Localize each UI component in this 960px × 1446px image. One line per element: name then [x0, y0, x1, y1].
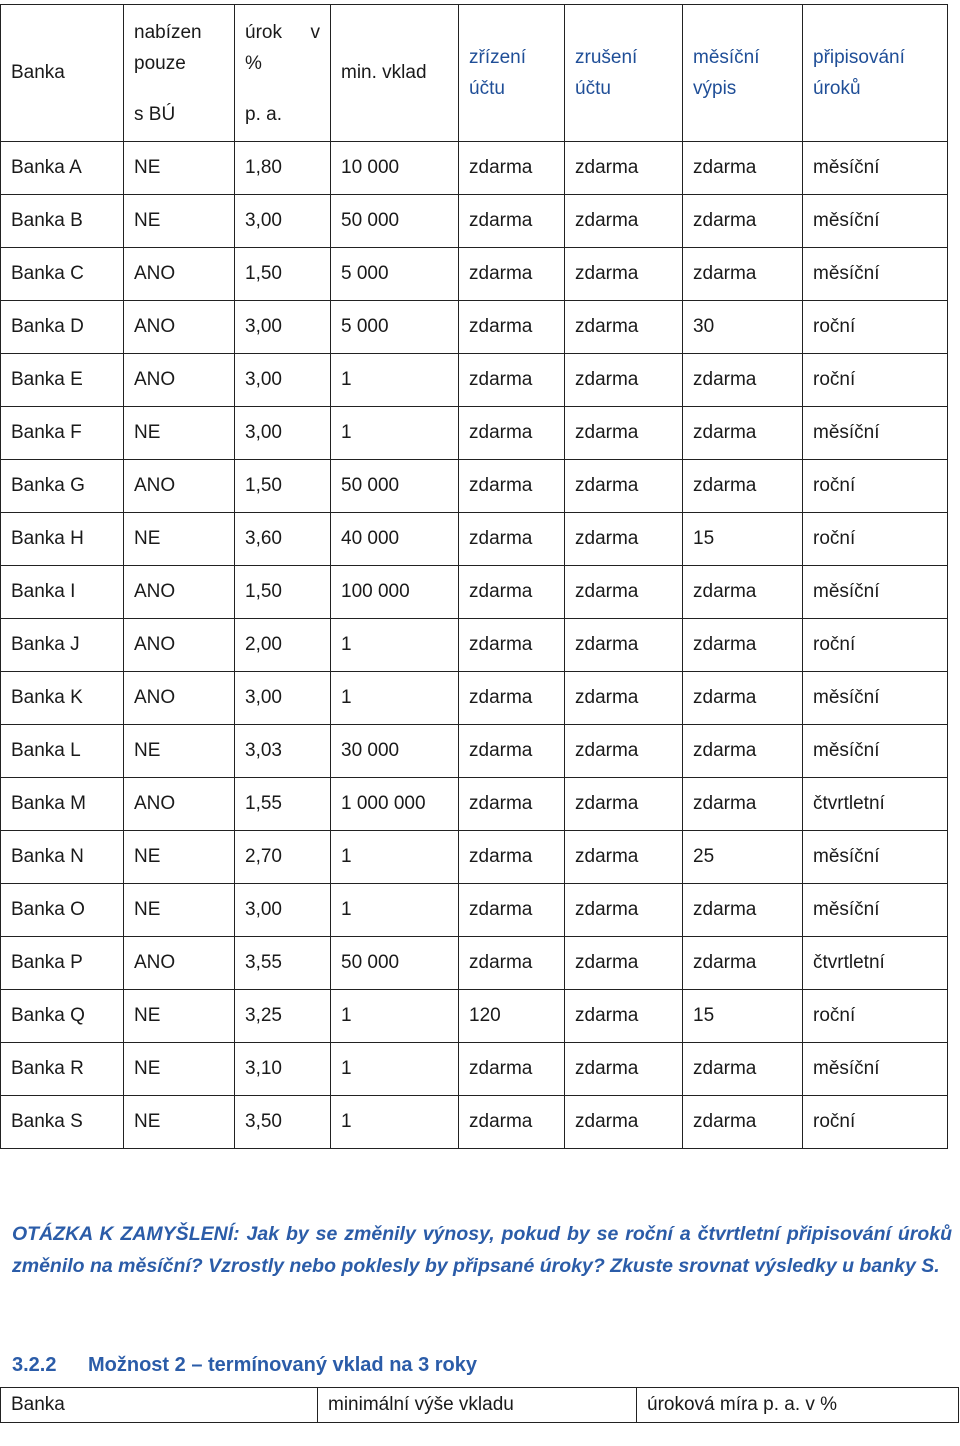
cell-statement: zdarma: [683, 566, 803, 619]
cell-interest-crediting: roční: [803, 513, 948, 566]
question-line-1: OTÁZKA K ZAMYŠLENÍ: Jak by se změnily výnosy, pokud by se roční a čtvrtletní připisování úroků: [12, 1223, 952, 1245]
cell-closing: zdarma: [565, 407, 683, 460]
cell-only-with-bu: NE: [124, 407, 235, 460]
cell-only-with-bu: ANO: [124, 778, 235, 831]
cell-min-deposit: 40 000: [331, 513, 459, 566]
cell-bank: Banka S: [1, 1096, 124, 1149]
cell-opening: zdarma: [459, 937, 565, 990]
cell-min-deposit: 10 000: [331, 142, 459, 195]
header-closing: zrušení účtu: [565, 5, 683, 142]
cell-interest-crediting: čtvrtletní: [803, 937, 948, 990]
cell-interest-rate: 1,55: [235, 778, 331, 831]
cell-bank: Banka H: [1, 513, 124, 566]
table-row: [1, 460, 948, 513]
table-row: [1, 142, 948, 195]
table-row: [1, 725, 948, 778]
cell-statement: 25: [683, 831, 803, 884]
cell-interest-crediting: měsíční: [803, 195, 948, 248]
cell-interest-rate: 3,00: [235, 407, 331, 460]
cell-min-deposit: 1: [331, 1043, 459, 1096]
cell-closing: zdarma: [565, 566, 683, 619]
cell-closing: zdarma: [565, 884, 683, 937]
cell-opening: zdarma: [459, 301, 565, 354]
table-row: [1, 619, 948, 672]
cell-interest-rate: 3,10: [235, 1043, 331, 1096]
cell-interest-crediting: roční: [803, 460, 948, 513]
cell-opening: zdarma: [459, 354, 565, 407]
cell-min-deposit: 1: [331, 619, 459, 672]
cell-interest-rate: 2,00: [235, 619, 331, 672]
cell-statement: zdarma: [683, 142, 803, 195]
cell-min-deposit: 1: [331, 831, 459, 884]
cell-bank: Banka O: [1, 884, 124, 937]
cell-statement: zdarma: [683, 937, 803, 990]
table-row: [1, 566, 948, 619]
cell-bank: Banka B: [1, 195, 124, 248]
table2-header-min-deposit: minimální výše vkladu: [318, 1388, 637, 1423]
cell-statement: zdarma: [683, 354, 803, 407]
cell-statement: zdarma: [683, 460, 803, 513]
cell-opening: zdarma: [459, 566, 565, 619]
cell-interest-rate: 3,00: [235, 354, 331, 407]
cell-bank: Banka J: [1, 619, 124, 672]
cell-closing: zdarma: [565, 619, 683, 672]
cell-min-deposit: 1: [331, 672, 459, 725]
cell-statement: zdarma: [683, 619, 803, 672]
cell-opening: zdarma: [459, 725, 565, 778]
cell-statement: zdarma: [683, 778, 803, 831]
cell-only-with-bu: ANO: [124, 248, 235, 301]
cell-statement: 30: [683, 301, 803, 354]
cell-interest-crediting: měsíční: [803, 248, 948, 301]
cell-min-deposit: 100 000: [331, 566, 459, 619]
cell-bank: Banka A: [1, 142, 124, 195]
cell-closing: zdarma: [565, 831, 683, 884]
cell-closing: zdarma: [565, 1043, 683, 1096]
cell-interest-rate: 1,50: [235, 248, 331, 301]
table2-header-bank: Banka: [1, 1388, 318, 1423]
cell-bank: Banka F: [1, 407, 124, 460]
cell-statement: zdarma: [683, 195, 803, 248]
bank-comparison-table: [0, 4, 948, 1149]
cell-only-with-bu: ANO: [124, 460, 235, 513]
cell-opening: zdarma: [459, 1096, 565, 1149]
header-opening: zřízení účtu: [459, 5, 565, 142]
cell-statement: zdarma: [683, 1096, 803, 1149]
section-heading: [12, 1354, 477, 1377]
header-interest-rate: úrok v % p. a.: [235, 5, 331, 142]
cell-opening: zdarma: [459, 831, 565, 884]
cell-interest-rate: 1,80: [235, 142, 331, 195]
cell-opening: zdarma: [459, 778, 565, 831]
cell-opening: zdarma: [459, 513, 565, 566]
cell-interest-crediting: roční: [803, 1096, 948, 1149]
cell-interest-rate: 3,03: [235, 725, 331, 778]
cell-bank: Banka P: [1, 937, 124, 990]
cell-bank: Banka M: [1, 778, 124, 831]
cell-min-deposit: 50 000: [331, 937, 459, 990]
table-row: [1, 354, 948, 407]
header-only-with-bu: nabízen pouze s BÚ: [124, 5, 235, 142]
cell-interest-crediting: měsíční: [803, 672, 948, 725]
cell-interest-rate: 3,00: [235, 884, 331, 937]
cell-min-deposit: 1: [331, 990, 459, 1043]
cell-only-with-bu: ANO: [124, 619, 235, 672]
cell-interest-rate: 3,55: [235, 937, 331, 990]
cell-interest-crediting: měsíční: [803, 884, 948, 937]
cell-closing: zdarma: [565, 1096, 683, 1149]
cell-min-deposit: 1: [331, 884, 459, 937]
cell-only-with-bu: NE: [124, 1096, 235, 1149]
question-paragraph: [12, 1218, 952, 1282]
cell-opening: zdarma: [459, 407, 565, 460]
cell-closing: zdarma: [565, 725, 683, 778]
cell-statement: zdarma: [683, 248, 803, 301]
cell-closing: zdarma: [565, 937, 683, 990]
cell-only-with-bu: ANO: [124, 672, 235, 725]
header-interest-crediting: připisování úroků: [803, 5, 948, 142]
cell-bank: Banka E: [1, 354, 124, 407]
cell-statement: zdarma: [683, 407, 803, 460]
cell-interest-rate: 3,00: [235, 672, 331, 725]
cell-only-with-bu: NE: [124, 831, 235, 884]
table-row: [1, 301, 948, 354]
cell-opening: zdarma: [459, 884, 565, 937]
cell-closing: zdarma: [565, 195, 683, 248]
cell-opening: zdarma: [459, 672, 565, 725]
cell-bank: Banka K: [1, 672, 124, 725]
cell-statement: zdarma: [683, 672, 803, 725]
cell-opening: zdarma: [459, 195, 565, 248]
cell-closing: zdarma: [565, 460, 683, 513]
cell-statement: zdarma: [683, 725, 803, 778]
cell-min-deposit: 5 000: [331, 301, 459, 354]
cell-interest-rate: 3,25: [235, 990, 331, 1043]
cell-bank: Banka G: [1, 460, 124, 513]
cell-min-deposit: 1: [331, 1096, 459, 1149]
cell-interest-crediting: roční: [803, 619, 948, 672]
header-bank: Banka: [1, 5, 124, 142]
cell-only-with-bu: ANO: [124, 937, 235, 990]
cell-interest-crediting: čtvrtletní: [803, 778, 948, 831]
table2-header-row: [1, 1388, 959, 1423]
cell-interest-crediting: měsíční: [803, 142, 948, 195]
cell-interest-crediting: roční: [803, 354, 948, 407]
table-row: [1, 990, 948, 1043]
cell-opening: 120: [459, 990, 565, 1043]
table-row: [1, 248, 948, 301]
cell-only-with-bu: NE: [124, 142, 235, 195]
cell-bank: Banka N: [1, 831, 124, 884]
cell-min-deposit: 1: [331, 407, 459, 460]
table-row: [1, 1043, 948, 1096]
table2-header-interest-rate: úroková míra p. a. v %: [637, 1388, 959, 1423]
cell-bank: Banka L: [1, 725, 124, 778]
cell-opening: zdarma: [459, 619, 565, 672]
cell-interest-rate: 3,00: [235, 301, 331, 354]
cell-closing: zdarma: [565, 248, 683, 301]
table-row: [1, 195, 948, 248]
cell-opening: zdarma: [459, 142, 565, 195]
cell-min-deposit: 5 000: [331, 248, 459, 301]
cell-only-with-bu: NE: [124, 513, 235, 566]
cell-bank: Banka C: [1, 248, 124, 301]
cell-closing: zdarma: [565, 672, 683, 725]
cell-interest-rate: 3,00: [235, 195, 331, 248]
cell-statement: zdarma: [683, 1043, 803, 1096]
cell-interest-rate: 1,50: [235, 460, 331, 513]
cell-opening: zdarma: [459, 248, 565, 301]
cell-interest-crediting: měsíční: [803, 407, 948, 460]
table-row: [1, 778, 948, 831]
table-row: [1, 1096, 948, 1149]
table-header-row: [1, 5, 948, 142]
section-number: 3.2.2: [12, 1354, 57, 1376]
cell-interest-crediting: roční: [803, 990, 948, 1043]
table-row: [1, 937, 948, 990]
cell-min-deposit: 50 000: [331, 460, 459, 513]
section-title: Možnost 2 – termínovaný vklad na 3 roky: [88, 1354, 478, 1376]
cell-bank: Banka I: [1, 566, 124, 619]
cell-closing: zdarma: [565, 354, 683, 407]
cell-interest-rate: 1,50: [235, 566, 331, 619]
cell-only-with-bu: ANO: [124, 354, 235, 407]
cell-closing: zdarma: [565, 778, 683, 831]
cell-min-deposit: 1 000 000: [331, 778, 459, 831]
cell-only-with-bu: NE: [124, 195, 235, 248]
cell-only-with-bu: ANO: [124, 566, 235, 619]
cell-bank: Banka D: [1, 301, 124, 354]
cell-statement: 15: [683, 990, 803, 1043]
header-min-deposit: min. vklad: [331, 5, 459, 142]
cell-interest-rate: 2,70: [235, 831, 331, 884]
cell-opening: zdarma: [459, 1043, 565, 1096]
cell-interest-rate: 3,60: [235, 513, 331, 566]
cell-opening: zdarma: [459, 460, 565, 513]
cell-closing: zdarma: [565, 990, 683, 1043]
cell-min-deposit: 50 000: [331, 195, 459, 248]
cell-only-with-bu: NE: [124, 884, 235, 937]
cell-interest-rate: 3,50: [235, 1096, 331, 1149]
cell-min-deposit: 30 000: [331, 725, 459, 778]
header-statement: měsíční výpis: [683, 5, 803, 142]
cell-only-with-bu: NE: [124, 990, 235, 1043]
table-row: [1, 831, 948, 884]
table-row: [1, 407, 948, 460]
table-row: [1, 672, 948, 725]
cell-interest-crediting: roční: [803, 301, 948, 354]
cell-interest-crediting: měsíční: [803, 566, 948, 619]
cell-closing: zdarma: [565, 513, 683, 566]
cell-bank: Banka Q: [1, 990, 124, 1043]
cell-min-deposit: 1: [331, 354, 459, 407]
cell-interest-crediting: měsíční: [803, 831, 948, 884]
cell-only-with-bu: NE: [124, 1043, 235, 1096]
cell-closing: zdarma: [565, 301, 683, 354]
term-deposit-table: [0, 1387, 959, 1423]
cell-bank: Banka R: [1, 1043, 124, 1096]
table-row: [1, 513, 948, 566]
cell-interest-crediting: měsíční: [803, 725, 948, 778]
cell-interest-crediting: měsíční: [803, 1043, 948, 1096]
question-line-2: změnilo na měsíční? Vzrostly nebo poklesly by připsané úroky? Zkuste srovnat výsledky u banky S.: [12, 1255, 940, 1277]
table-row: [1, 884, 948, 937]
cell-only-with-bu: ANO: [124, 301, 235, 354]
cell-only-with-bu: NE: [124, 725, 235, 778]
cell-statement: 15: [683, 513, 803, 566]
cell-statement: zdarma: [683, 884, 803, 937]
cell-closing: zdarma: [565, 142, 683, 195]
